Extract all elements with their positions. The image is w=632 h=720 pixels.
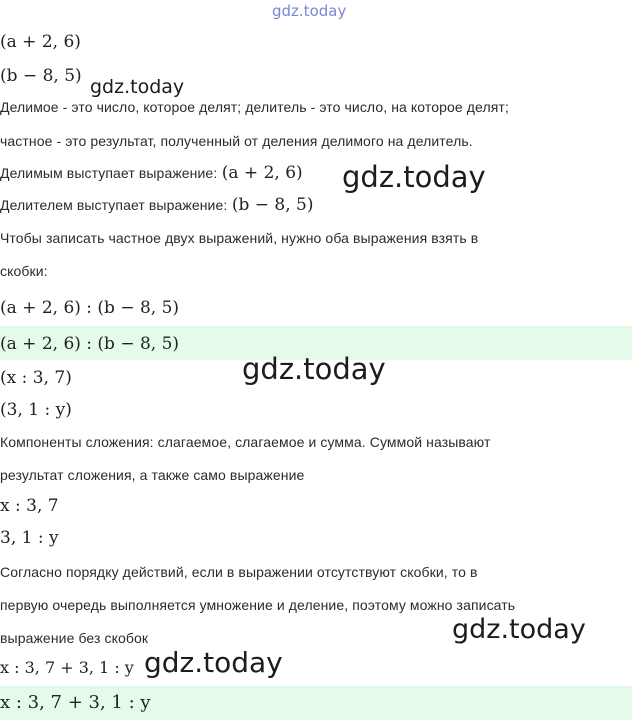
quotient-expression: (a + 2, 6) : (b − 8, 5) [0,298,180,318]
quotient-answer: (a + 2, 6) : (b − 8, 5) [0,334,180,354]
divisor-statement [0,195,313,215]
expression-x-div: (x : 3, 7) [0,368,72,388]
watermark-2: gdz.today [342,160,486,194]
order-rule-line-1: Согласно порядку действий, если в выражении отсутствуют скобки, то в [0,564,478,580]
divisor-statement-text: Делителем выступает выражение: [0,197,228,213]
order-rule-line-3: выражение без скобок [0,630,149,646]
term-1: x : 3, 7 [0,496,59,516]
dividend-statement [0,163,303,183]
addition-rule-line-2: результат сложения, а также само выражение [0,467,305,483]
watermark-3: gdz.today [242,352,386,386]
expression-y-div: (3, 1 : y) [0,400,72,420]
watermark-5: gdz.today [144,646,283,679]
sum-answer: x : 3, 7 + 3, 1 : y [0,692,151,713]
dividend-statement-text: Делимым выступает выражение: [0,165,218,181]
term-2: 3, 1 : y [0,528,59,548]
quotient-rule-line-1: Чтобы записать частное двух выражений, нужно оба выражения взять в [0,230,479,246]
definition-line-2: частное - это результат, полученный от деления делимого на делитель. [0,133,473,149]
watermark-1: gdz.today [90,76,185,98]
quotient-rule-line-2: скобки: [0,263,48,279]
sum-expression: x : 3, 7 + 3, 1 : y [0,658,134,677]
order-rule-line-2: первую очередь выполняется умножение и деление, поэтому можно записать [0,597,516,613]
dividend-statement-math: (a + 2, 6) [221,163,303,183]
watermark-top: gdz.today [272,2,347,20]
divisor-statement-math: (b − 8, 5) [231,195,314,215]
definition-line-1: Делимое - это число, которое делят; делитель - это число, на которое делят; [0,99,509,115]
expression-divisor: (b − 8, 5) [0,66,82,86]
watermark-4: gdz.today [452,614,586,645]
addition-rule-line-1: Компоненты сложения: слагаемое, слагаемое и сумма. Суммой называют [0,434,491,450]
expression-dividend: (a + 2, 6) [0,32,81,52]
